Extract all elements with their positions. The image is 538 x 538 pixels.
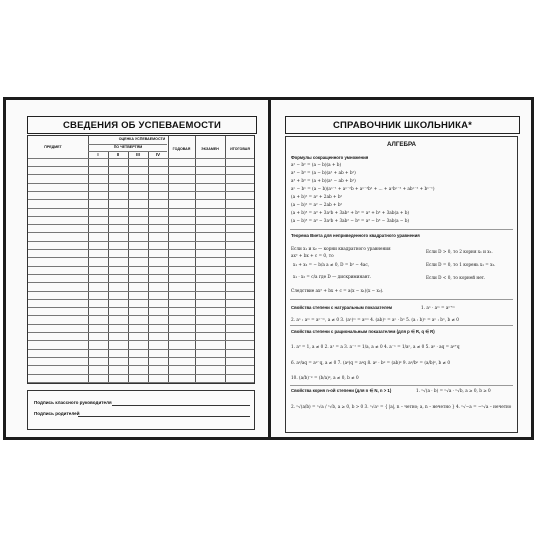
handbook-title: СПРАВОЧНИК ШКОЛЬНИКА* bbox=[285, 116, 520, 134]
parents-signature-line[interactable] bbox=[78, 416, 250, 417]
quarter-2: II bbox=[116, 152, 120, 157]
quarters-header: ПО ЧЕТВЕРТЯМ bbox=[113, 145, 143, 149]
formula: (a + b)² = a² + 2ab + b² bbox=[291, 194, 343, 199]
final-header: ИТОГОВАЯ bbox=[230, 147, 250, 151]
table-column-rule bbox=[195, 136, 196, 383]
grades-header: ОЦЕНКА УСПЕВАЕМОСТИ bbox=[118, 137, 166, 141]
algebra-box bbox=[285, 136, 518, 433]
abbrev-title: Формулы сокращенного умножения bbox=[291, 155, 369, 160]
table-row[interactable] bbox=[28, 340, 254, 341]
formula: a² − b² = (a − b)(a + b) bbox=[291, 162, 342, 167]
grades-table bbox=[27, 135, 255, 384]
rat-title: Свойства степени с рациональным показателем (для p ∈ R, q ∈ R) bbox=[291, 329, 435, 334]
formula: x₁ + x₂ = − b/a a ≠ 0, D = b² − 4ac, bbox=[293, 262, 370, 267]
vieta-title: Теорема Виета для неприведенного квадратного уравнения bbox=[291, 233, 420, 238]
formula: Если x₁ и x₂ — корни квадратного уравнения bbox=[291, 246, 391, 251]
left-page bbox=[6, 100, 268, 437]
table-header-rule bbox=[88, 151, 167, 152]
exam-header: ЭКЗАМЕН bbox=[201, 147, 219, 151]
formula: Если D < 0, то корней нет. bbox=[426, 275, 486, 280]
notebook-spread bbox=[3, 97, 534, 440]
table-row[interactable] bbox=[28, 191, 254, 192]
formula: 6. aᵖ/aq = aᵖ⁻q, a ≠ 0 7. (aᵖ)q = aᵖq 8. aᵖ · bᵖ = (ab)ᵖ 9. aᵖ/bᵖ = (a/b)ᵖ, b ≠ 0 bbox=[291, 360, 451, 365]
table-row[interactable] bbox=[28, 315, 254, 316]
table-row[interactable] bbox=[28, 166, 254, 167]
quarter-1: I bbox=[97, 152, 99, 157]
table-row[interactable] bbox=[28, 349, 254, 350]
teacher-signature-label: Подпись классного руководителя bbox=[34, 400, 112, 405]
right-page bbox=[271, 100, 531, 437]
formula: 10. (a/b)⁻ᵖ = (b/a)ᵖ, a ≠ 0, b ≠ 0 bbox=[291, 375, 359, 380]
table-row[interactable] bbox=[28, 257, 254, 258]
divider bbox=[290, 229, 513, 230]
table-row[interactable] bbox=[28, 365, 254, 366]
table-row[interactable] bbox=[28, 183, 254, 184]
divider bbox=[290, 385, 513, 386]
nat-title: Свойства степени с натуральным показателем bbox=[291, 305, 393, 310]
formula: 1. ⁿ√(a · b) = ⁿ√a · ⁿ√b, a ≥ 0, b ≥ 0 bbox=[416, 388, 491, 393]
algebra-title: АЛГЕБРА bbox=[386, 141, 417, 148]
table-row[interactable] bbox=[28, 382, 254, 383]
divider bbox=[290, 325, 513, 326]
formula: (a + b)³ = a³ + 3a²b + 3ab² + b³ = a³ + b³ + 3ab(a + b) bbox=[291, 210, 410, 215]
signature-box bbox=[27, 390, 255, 430]
formula: Если D > 0, то 2 корня x₁ и x₂. bbox=[426, 249, 493, 254]
quarter-4: IV bbox=[155, 152, 161, 157]
table-row[interactable] bbox=[28, 241, 254, 242]
formula: aⁿ − bⁿ = (a − b)(aⁿ⁻¹ + aⁿ⁻²b + aⁿ⁻³b² + ... + a¹bⁿ⁻² + abⁿ⁻² + bⁿ⁻¹) bbox=[291, 186, 435, 191]
formula: Если D = 0, то 1 корень x₁ = x₂. bbox=[426, 262, 496, 267]
table-row[interactable] bbox=[28, 291, 254, 292]
table-row[interactable] bbox=[28, 307, 254, 308]
table-row[interactable] bbox=[28, 332, 254, 333]
table-row[interactable] bbox=[28, 232, 254, 233]
formula: 2. aⁿ : aᵐ = aⁿ⁻ᵐ, a ≠ 0 3. (aⁿ)ᵐ = aⁿᵐ 4. (ab)ⁿ = aⁿ · bⁿ 5. (a : b)ⁿ = aⁿ : bⁿ, b ≠ 0 bbox=[291, 317, 459, 322]
table-row[interactable] bbox=[28, 282, 254, 283]
table-row[interactable] bbox=[28, 324, 254, 325]
formula: 1. a⁰ = 1, a ≠ 0 2. a¹ = a 3. a⁻¹ = 1/a, a ≠ 0 4. a⁻ⁿ = 1/aⁿ, a ≠ 0 5. aᵖ · aq = aᵖ⁺q bbox=[291, 344, 460, 349]
formula: ax² + bx + c = 0, то bbox=[291, 253, 334, 258]
formula: Следствие ax² + bx + c = a(x − x₁)(x − x₂). bbox=[291, 288, 384, 293]
quarter-3: III bbox=[136, 152, 140, 157]
table-row[interactable] bbox=[28, 199, 254, 200]
table-column-rule bbox=[225, 136, 226, 383]
table-row[interactable] bbox=[28, 249, 254, 250]
divider bbox=[290, 299, 513, 300]
formula: x₁ · x₂ = c/a где D — дискриминант. bbox=[293, 274, 372, 279]
formula: 2. ⁿ√(a/b) = ⁿ√a / ⁿ√b, a ≥ 0, b > 0 3. ⁿ√aⁿ = { |a|, n – четно; a, n – нечетно } 4. ⁿ√−a = −ⁿ√a – нечетно bbox=[291, 404, 512, 409]
table-header-rule bbox=[88, 144, 167, 145]
table-row[interactable] bbox=[28, 274, 254, 275]
formula: a³ + b³ = (a + b)(a² − ab + b²) bbox=[291, 178, 356, 183]
table-row[interactable] bbox=[28, 357, 254, 358]
teacher-signature-line[interactable] bbox=[112, 405, 250, 406]
grades-title: СВЕДЕНИЯ ОБ УСПЕВАЕМОСТИ bbox=[27, 116, 257, 134]
table-row[interactable] bbox=[28, 208, 254, 209]
annual-header: ГОДОВАЯ bbox=[172, 147, 191, 151]
table-row[interactable] bbox=[28, 174, 254, 175]
formula: a³ − b³ = (a − b)(a² + ab + b²) bbox=[291, 170, 356, 175]
table-row[interactable] bbox=[28, 299, 254, 300]
table-column-rule bbox=[168, 136, 169, 383]
formula: 1. aⁿ · aᵐ = aⁿ⁺ᵐ bbox=[421, 305, 455, 310]
table-row[interactable] bbox=[28, 224, 254, 225]
table-row[interactable] bbox=[28, 374, 254, 375]
table-header-rule bbox=[28, 158, 254, 159]
table-row[interactable] bbox=[28, 266, 254, 267]
table-column-rule bbox=[88, 136, 89, 383]
formula: (a − b)³ = a³ − 3a²b + 3ab² − b³ = a³ − b³ − 3ab(a − b) bbox=[291, 218, 410, 223]
root-title: Свойства корня n-ой степени (для n ∈ N, n > 1) bbox=[291, 388, 392, 393]
parents-signature-label: Подпись родителей bbox=[34, 411, 80, 416]
subject-header: ПРЕДМЕТ bbox=[44, 145, 62, 149]
formula: (a − b)² = a² − 2ab + b² bbox=[291, 202, 343, 207]
table-row[interactable] bbox=[28, 216, 254, 217]
